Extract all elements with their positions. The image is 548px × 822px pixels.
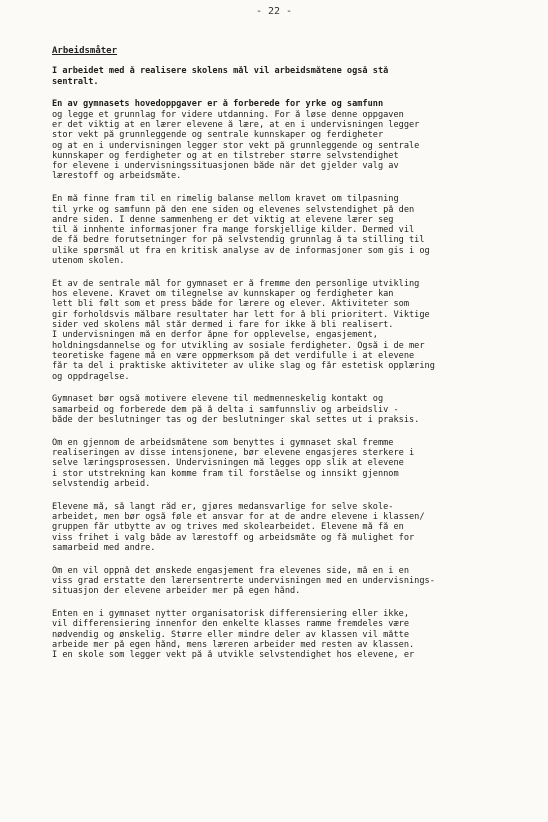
text-segment: selve læringsprosessen. Undervisningen må legges opp slik at elevene bbox=[52, 458, 404, 469]
paragraph bbox=[52, 566, 508, 597]
text-segment: Elevene må, så langt råd er, gjøres medansvarlige for selve skole- bbox=[52, 501, 394, 512]
text-segment: holdningsdannelse og for utvikling av sosiale ferdigheter. Også i de mer bbox=[52, 340, 425, 351]
text-segment: stor vekt på grunnleggende og sentrale kunnskaper og ferdigheter bbox=[52, 130, 384, 141]
text-segment: situasjon der elevene arbeider mer på egen hånd. bbox=[52, 586, 301, 597]
text-segment: realiseringen av disse intensjonene, bør elevene engasjeres sterkere i bbox=[52, 448, 415, 458]
text-line bbox=[52, 235, 508, 245]
text-segment: gruppen får utbytte av og trives med skolearbeidet. Elevene må få en bbox=[52, 522, 404, 533]
text-line bbox=[52, 310, 508, 320]
text-line bbox=[52, 341, 508, 351]
text-segment: Om en vil oppnå det ønskede engasjement fra elevenes side, må en i en bbox=[52, 565, 409, 576]
page-number: - 22 - bbox=[255, 6, 293, 17]
text-line bbox=[52, 619, 508, 629]
text-segment: i stor utstrekning kan komme fram til forståelse og innsikt gjennom bbox=[52, 468, 399, 479]
text-segment: lett bli følt som et press både for lærere og elever. Aktiviteter som bbox=[52, 299, 409, 310]
section-heading: Arbeidsmåter bbox=[52, 46, 118, 56]
text-segment: de få bedre forutsetninger for på selvstendig grunnlag å ta stilling til bbox=[52, 235, 425, 246]
text-segment: kunnskaper og ferdigheter og at en tilstreber større selvstendighet bbox=[52, 150, 399, 161]
text-segment: samarbeid med andre. bbox=[52, 542, 156, 553]
text-line bbox=[52, 372, 508, 382]
text-segment: lærestoff og arbeidsmåte. bbox=[52, 171, 182, 182]
text-line bbox=[52, 394, 508, 404]
text-line bbox=[52, 650, 508, 660]
text-segment: Gymnaset bør også motivere elevene til medmenneskelig kontakt og bbox=[52, 394, 384, 405]
text-line bbox=[52, 566, 508, 576]
text-line bbox=[52, 458, 508, 468]
text-segment: I en skole som legger vekt på å utvikle selvstendighet hos elevene, er bbox=[52, 650, 415, 661]
text-line bbox=[52, 576, 508, 586]
text-segment: viss frihet i valg både av lærestoff og arbeidsmåte og få mulighet for bbox=[52, 532, 415, 543]
text-line bbox=[52, 415, 508, 425]
paragraph bbox=[52, 502, 508, 553]
text-line bbox=[52, 130, 508, 140]
text-segment: sider ved skolens mål står dermed i fare for ikke å bli realisert. bbox=[52, 320, 394, 331]
text-line bbox=[52, 330, 508, 340]
text-line bbox=[52, 289, 508, 299]
text-line bbox=[52, 151, 508, 161]
text-segment: nødvendig og ønskelig. Større eller mindre deler av klassen vil måtte bbox=[52, 629, 409, 640]
paragraph bbox=[52, 194, 508, 266]
paragraph bbox=[52, 99, 508, 181]
page-content bbox=[52, 46, 508, 673]
text-segment: I undervisningen må en derfor åpne for opplevelse, engasjement, bbox=[52, 330, 378, 341]
text-line bbox=[52, 405, 508, 415]
paragraph bbox=[52, 438, 508, 489]
text-line bbox=[52, 225, 508, 235]
paragraph bbox=[52, 66, 508, 87]
text-segment: arbeidet, men bør også føle et ansvar for at de andre elevene i klassen/ bbox=[52, 511, 425, 522]
text-segment: både der beslutninger tas og der beslutninger skal settes ut i praksis. bbox=[52, 414, 420, 425]
text-segment: sentralt. bbox=[52, 76, 99, 87]
text-line bbox=[52, 609, 508, 619]
text-segment: Et av de sentrale mål for gymnaset er å fremme den personlige utvikling bbox=[52, 278, 420, 289]
text-line bbox=[52, 77, 508, 87]
text-line bbox=[52, 215, 508, 225]
text-line bbox=[52, 320, 508, 330]
text-segment: Enten en i gymnaset nytter organisatorisk differensiering eller ikke, bbox=[52, 609, 409, 620]
text-line bbox=[52, 502, 508, 512]
text-segment: selvstendig arbeid. bbox=[52, 478, 151, 489]
text-line bbox=[52, 279, 508, 289]
text-line bbox=[52, 512, 508, 522]
text-segment: får ta del i praktiske aktiviteter av ulike slag og får estetisk opplæring bbox=[52, 361, 435, 372]
paragraph bbox=[52, 279, 508, 382]
text-line bbox=[52, 479, 508, 489]
text-segment: for elevene i undervisningssituasjonen både når det gjelder valg av bbox=[52, 161, 399, 172]
text-line bbox=[52, 299, 508, 309]
text-line bbox=[52, 194, 508, 204]
text-line bbox=[52, 586, 508, 596]
text-line bbox=[52, 246, 508, 256]
text-line bbox=[52, 110, 508, 120]
text-line bbox=[52, 120, 508, 130]
text-segment: gir forholdsvis målbare resultater har lett for å bli prioritert. Viktige bbox=[52, 309, 430, 320]
text-line bbox=[52, 141, 508, 151]
text-segment: vil differensiering innenfor den enkelte klasses ramme fremdeles være bbox=[52, 619, 409, 630]
paragraph bbox=[52, 609, 508, 660]
text-line bbox=[52, 256, 508, 266]
text-segment: En av gymnasets hovedoppgaver er å forberede for yrke og samfunn bbox=[52, 99, 384, 110]
text-line bbox=[52, 448, 508, 458]
text-segment: hos elevene. Kravet om tilegnelse av kunnskaper og ferdigheter kan bbox=[52, 289, 394, 300]
text-segment: til yrke og samfunn på den ene siden og elevenes selvstendighet på den bbox=[52, 204, 415, 215]
text-line bbox=[52, 171, 508, 181]
text-segment: I arbeidet med å realisere skolens mål vil arbeidsmåtene også stå bbox=[52, 66, 389, 77]
text-line bbox=[52, 99, 508, 109]
text-line bbox=[52, 469, 508, 479]
text-line bbox=[52, 66, 508, 76]
text-segment: ulike spørsmål ut fra en kritisk analyse av de informasjoner som gis i og bbox=[52, 245, 430, 256]
text-segment: er det viktig at en lærer elevene å lære, at en i undervisningen legger bbox=[52, 119, 420, 130]
text-line bbox=[52, 640, 508, 650]
text-line bbox=[52, 543, 508, 553]
text-line bbox=[52, 630, 508, 640]
text-segment: og oppdragelse. bbox=[52, 371, 130, 382]
text-line bbox=[52, 351, 508, 361]
text-segment: utenom skolen. bbox=[52, 256, 125, 267]
text-segment: til å innhente informasjoner fra mange forskjellige kilder. Dermed vil bbox=[52, 225, 415, 236]
text-segment: arbeide mer på egen hånd, mens læreren arbeider med resten av klassen. bbox=[52, 639, 415, 650]
text-line bbox=[52, 533, 508, 543]
text-line bbox=[52, 361, 508, 371]
text-segment: Om en gjennom de arbeidsmåtene som benyttes i gymnaset skal fremme bbox=[52, 437, 394, 448]
text-line bbox=[52, 161, 508, 171]
text-segment: og legge et grunnlag for videre utdanning. For å løse denne oppgaven bbox=[52, 109, 404, 120]
text-line bbox=[52, 522, 508, 532]
text-segment: viss grad erstatte den lærersentrerte undervisningen med en undervisnings- bbox=[52, 575, 435, 586]
text-segment: samarbeid og forberede dem på å delta i samfunnsliv og arbeidsliv - bbox=[52, 404, 399, 415]
text-segment: andre siden. I denne sammenheng er det viktig at elevene lærer seg bbox=[52, 214, 394, 225]
text-segment: En må finne fram til en rimelig balanse mellom kravet om tilpasning bbox=[52, 194, 399, 205]
text-line bbox=[52, 438, 508, 448]
text-line bbox=[52, 205, 508, 215]
paragraph-list bbox=[52, 66, 508, 660]
text-segment: og at en i undervisningen legger stor vekt på grunnleggende og sentrale bbox=[52, 140, 420, 151]
paragraph bbox=[52, 394, 508, 425]
text-segment: teoretiske fagene må en være oppmerksom på det verdifulle i at elevene bbox=[52, 350, 415, 361]
